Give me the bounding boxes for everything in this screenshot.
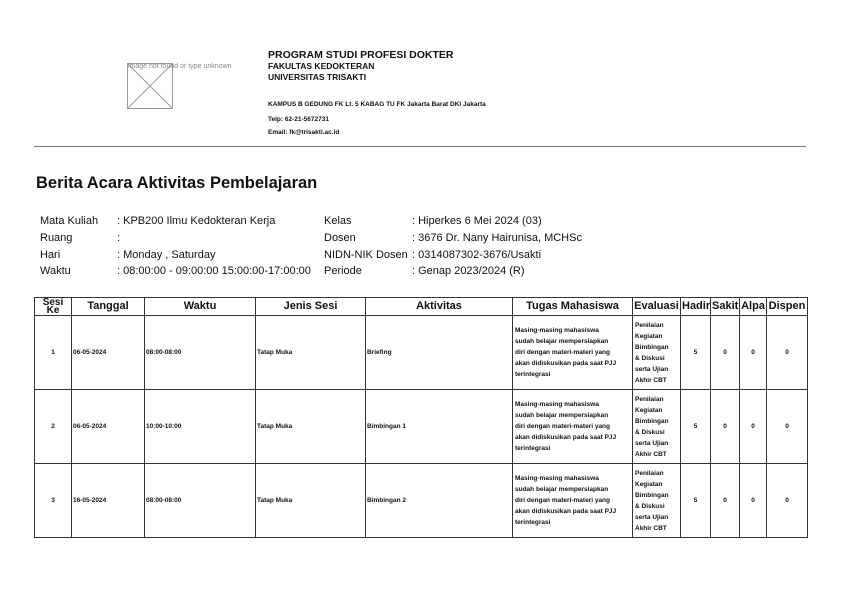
cell-sakit: 0: [711, 464, 740, 538]
col-header-hadir: Hadir: [681, 298, 711, 316]
cell-tanggal: 06-05-2024: [72, 390, 145, 464]
cell-dispen: 0: [767, 316, 808, 390]
cell-sesi: 2: [35, 390, 72, 464]
col-header-evaluasi: Evaluasi: [633, 298, 681, 316]
info-value-waktu: : 08:00:00 - 09:00:00 15:00:00-17:00:00: [117, 265, 311, 277]
cell-jenis-sesi: Tatap Muka: [256, 390, 366, 464]
info-value-ruang: :: [117, 232, 121, 244]
info-label-mata-kuliah: Mata Kuliah: [40, 215, 99, 227]
info-value-nidn: : 0314087302-3676/Usakti: [412, 249, 542, 261]
address: KAMPUS B GEDUNG FK Lt. 5 KABAG TU FK Jakarta Barat DKI Jakarta: [268, 101, 486, 108]
page-title: Berita Acara Aktivitas Pembelajaran: [36, 174, 318, 192]
info-value-dosen: : 3676 Dr. Nany Hairunisa, MCHSc: [412, 232, 582, 244]
cell-alpa: 0: [740, 390, 767, 464]
header-divider: [34, 146, 806, 147]
info-label-dosen: Dosen: [324, 232, 356, 244]
info-value-kelas: : Hiperkes 6 Mei 2024 (03): [412, 215, 542, 227]
cell-evaluasi: Penilaian Kegiatan Bimbingan & Diskusi serta Ujian Akhir CBT: [633, 390, 681, 464]
email: Email: fk@trisakti.ac.id: [268, 129, 340, 136]
info-value-mata-kuliah: : KPB200 Ilmu Kedokteran Kerja: [117, 215, 276, 227]
cell-sesi: 3: [35, 464, 72, 538]
cell-sesi: 1: [35, 316, 72, 390]
col-header-sakit: Sakit: [711, 298, 740, 316]
cell-alpa: 0: [740, 316, 767, 390]
cell-aktivitas: Bimbingan 1: [366, 390, 513, 464]
table-row: [35, 464, 808, 538]
cell-sakit: 0: [711, 390, 740, 464]
table-row: [35, 390, 808, 464]
info-label-kelas: Kelas: [324, 215, 352, 227]
cell-waktu: 10:00-10:00: [145, 390, 256, 464]
cell-evaluasi: Penilaian Kegiatan Bimbingan & Diskusi serta Ujian Akhir CBT: [633, 316, 681, 390]
university-name: UNIVERSITAS TRISAKTI: [268, 72, 367, 82]
cell-dispen: 0: [767, 464, 808, 538]
cell-waktu: 08:00-08:00: [145, 316, 256, 390]
col-header-tugas: Tugas Mahasiswa: [513, 298, 633, 316]
cell-tanggal: 16-05-2024: [72, 464, 145, 538]
cell-tugas: Masing-masing mahasiswa sudah belajar mempersiapkan diri dengan materi-materi yang akan didiskusikan pada saat PJJ terintegrasi: [513, 464, 633, 538]
table-row: [35, 316, 808, 390]
cell-waktu: 08:00-08:00: [145, 464, 256, 538]
info-label-hari: Hari: [40, 249, 61, 261]
institution-header: [268, 49, 486, 136]
table-header-row: [35, 298, 808, 316]
cell-hadir: 5: [681, 390, 711, 464]
col-header-alpa: Alpa: [740, 298, 767, 316]
info-label-waktu: Waktu: [40, 265, 71, 277]
phone: Telp: 62-21-5672731: [268, 116, 329, 123]
cell-jenis-sesi: Tatap Muka: [256, 464, 366, 538]
cell-alpa: 0: [740, 464, 767, 538]
info-label-nidn: NIDN-NIK Dosen: [324, 249, 408, 261]
info-label-ruang: Ruang: [40, 232, 73, 244]
cell-hadir: 5: [681, 316, 711, 390]
cell-aktivitas: Briefing: [366, 316, 513, 390]
cell-tanggal: 06-05-2024: [72, 316, 145, 390]
info-label-periode: Periode: [324, 265, 362, 277]
col-header-sesi: Sesi Ke: [35, 298, 72, 316]
col-header-tanggal: Tanggal: [72, 298, 145, 316]
cell-tugas: Masing-masing mahasiswa sudah belajar mempersiapkan diri dengan materi-materi yang akan didiskusikan pada saat PJJ terintegrasi: [513, 316, 633, 390]
cell-sakit: 0: [711, 316, 740, 390]
col-header-waktu: Waktu: [145, 298, 256, 316]
info-value-periode: : Genap 2023/2024 (R): [412, 265, 525, 277]
cell-tugas: Masing-masing mahasiswa sudah belajar mempersiapkan diri dengan materi-materi yang akan didiskusikan pada saat PJJ terintegrasi: [513, 390, 633, 464]
cell-evaluasi: Penilaian Kegiatan Bimbingan & Diskusi serta Ujian Akhir CBT: [633, 464, 681, 538]
col-header-jenis-sesi: Jenis Sesi: [256, 298, 366, 316]
col-header-dispen: Dispen: [767, 298, 808, 316]
cell-dispen: 0: [767, 390, 808, 464]
cell-aktivitas: Bimbingan 2: [366, 464, 513, 538]
col-header-aktivitas: Aktivitas: [366, 298, 513, 316]
logo-alt-text: image not found or type unknown: [128, 63, 232, 70]
cell-hadir: 5: [681, 464, 711, 538]
activity-table: [34, 297, 808, 538]
faculty-name: FAKULTAS KEDOKTERAN: [268, 61, 375, 71]
cell-jenis-sesi: Tatap Muka: [256, 316, 366, 390]
info-value-hari: : Monday , Saturday: [117, 249, 216, 261]
program-name: PROGRAM STUDI PROFESI DOKTER: [268, 49, 454, 61]
